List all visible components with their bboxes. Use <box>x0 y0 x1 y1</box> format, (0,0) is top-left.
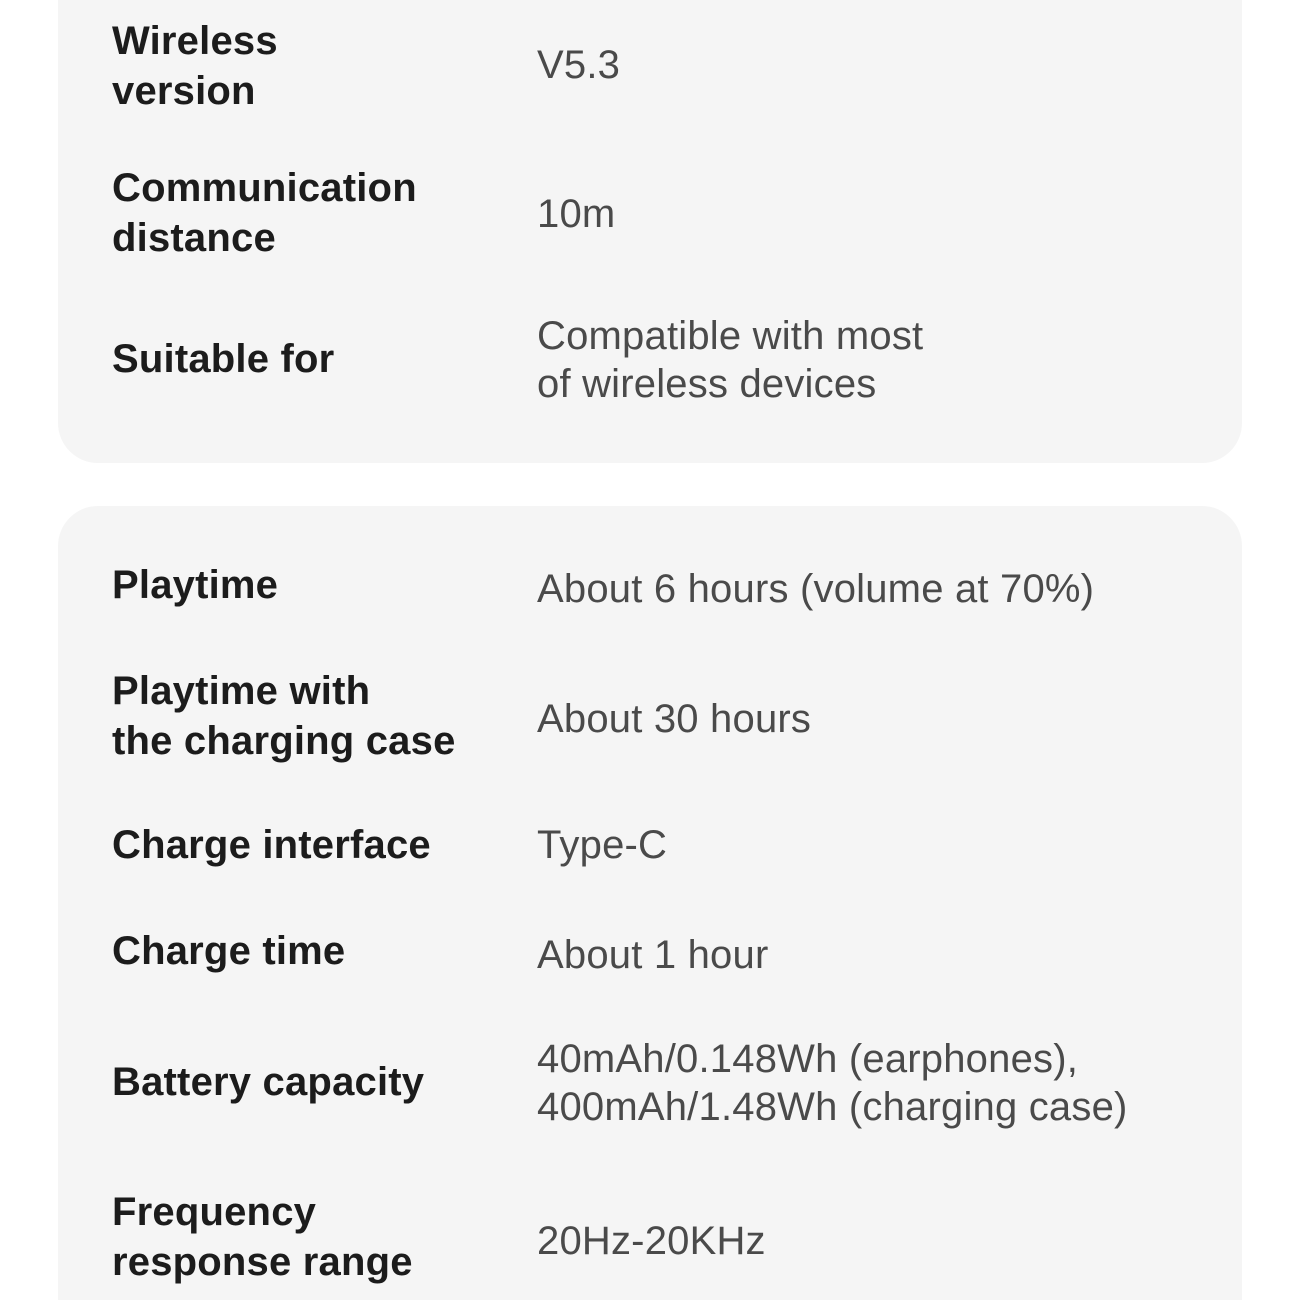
spec-label-frequency-response: Frequency response range <box>112 1190 413 1284</box>
spec-value-frequency-response: 20Hz-20KHz <box>537 1219 766 1263</box>
spec-value-suitable-for: Compatible with most of wireless devices <box>537 314 924 406</box>
spec-label-charge-time: Charge time <box>112 929 346 973</box>
spec-value-charge-time: About 1 hour <box>537 933 769 977</box>
specs-card-battery <box>58 506 1242 1300</box>
spec-label-suitable-for: Suitable for <box>112 337 335 381</box>
spec-label-battery-capacity: Battery capacity <box>112 1060 425 1104</box>
spec-value-wireless-version: V5.3 <box>537 43 621 87</box>
spec-value-playtime: About 6 hours (volume at 70%) <box>537 567 1095 611</box>
spec-label-wireless-version: Wireless version <box>112 19 278 113</box>
spec-label-playtime: Playtime <box>112 563 279 607</box>
spec-value-battery-capacity: 40mAh/0.148Wh (earphones), 400mAh/1.48Wh (charging case) <box>537 1037 1128 1129</box>
spec-label-playtime-with-case: Playtime with the charging case <box>112 669 456 763</box>
spec-label-communication-distance: Communication distance <box>112 166 417 260</box>
spec-label-charge-interface: Charge interface <box>112 823 431 867</box>
spec-value-playtime-with-case: About 30 hours <box>537 697 812 741</box>
spec-value-communication-distance: 10m <box>537 192 616 236</box>
spec-value-charge-interface: Type-C <box>537 823 668 867</box>
